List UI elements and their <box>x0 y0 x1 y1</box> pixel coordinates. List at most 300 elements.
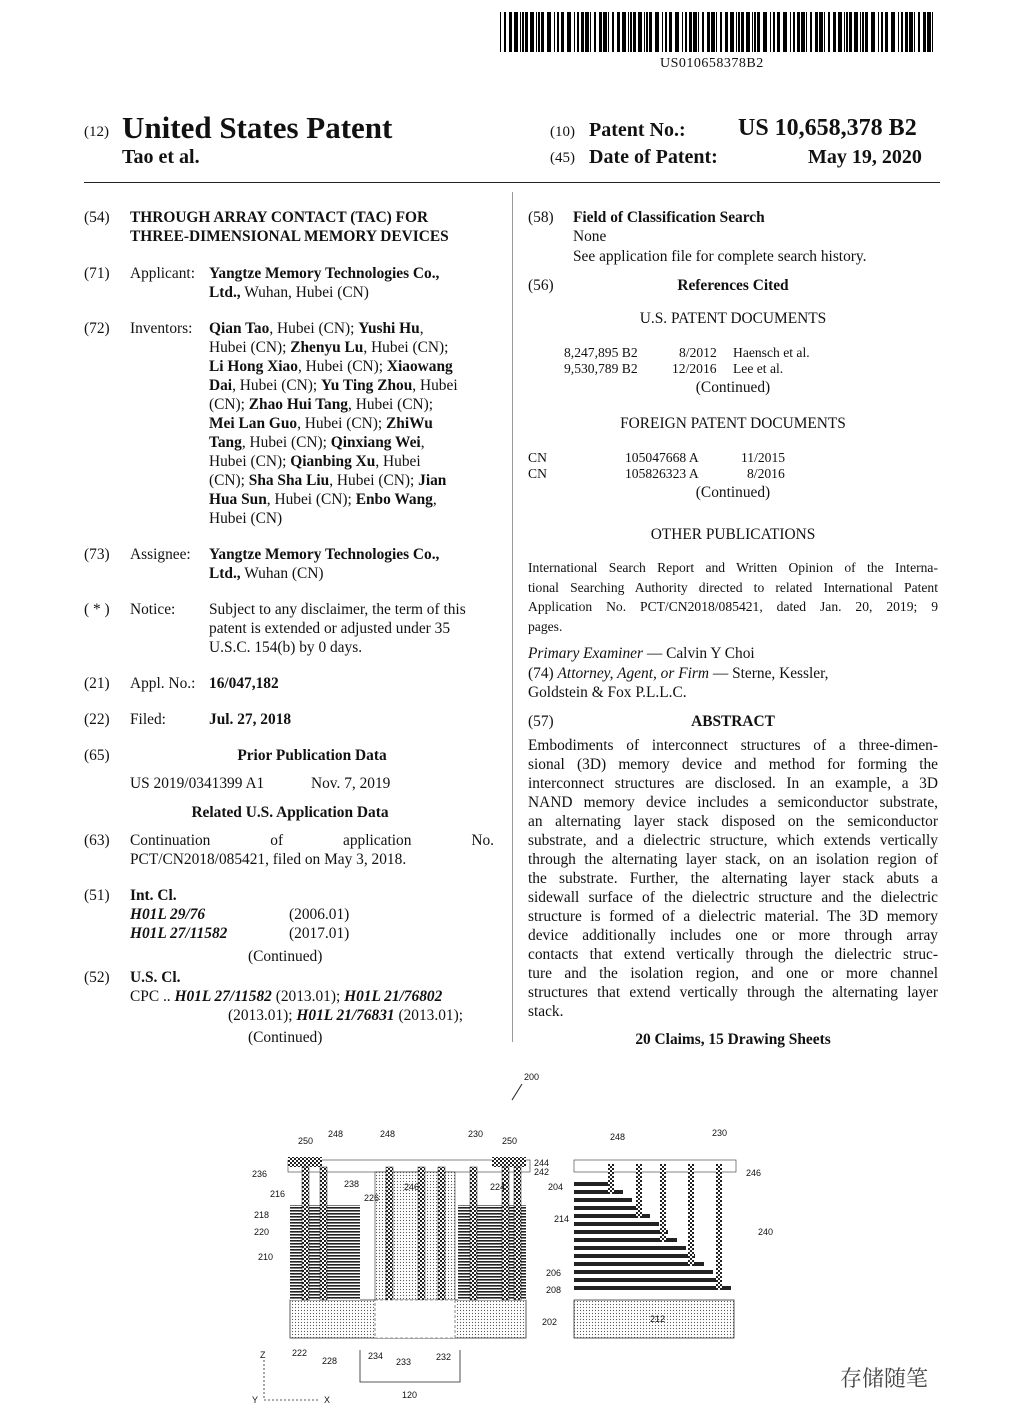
notice-line2: patent is extended or adjusted under 35 <box>209 620 451 637</box>
barcode-bar <box>738 12 740 52</box>
contact-plug <box>438 1167 445 1315</box>
appl-label: Appl. No.: <box>130 675 196 692</box>
barcode-bar <box>741 12 744 52</box>
assignee-name: Yangtze Memory Technologies Co., <box>209 546 440 563</box>
continuation-line2: PCT/CN2018/085421, filed on May 3, 2018. <box>130 851 407 868</box>
fig-ref-200: 200 <box>524 1072 540 1082</box>
stair-layer <box>574 1262 704 1266</box>
us-cl-continued: (Continued) <box>248 1029 323 1046</box>
us-doc-1-author: Haensch et al. <box>733 345 810 360</box>
barcode-bar <box>662 12 663 52</box>
barcode-bar <box>577 12 579 52</box>
filed-date: Jul. 27, 2018 <box>209 711 292 728</box>
inventor-location: , Hubei (CN); <box>241 434 331 451</box>
barcode-bar <box>801 12 805 52</box>
fig-ref-210: 210 <box>258 1252 274 1262</box>
word-line-contact <box>608 1164 614 1194</box>
cpc-date-3: (2013.01); <box>394 1007 463 1024</box>
invention-title-line1: THROUGH ARRAY CONTACT (TAC) FOR <box>130 209 429 226</box>
barcode-bar <box>665 12 667 52</box>
watermark-text: 存储随笔 <box>840 1367 929 1392</box>
contact-cap-left <box>288 1157 322 1167</box>
inventor-short: Tao et al. <box>122 146 200 168</box>
barcode-bar <box>806 12 807 52</box>
fig-ref-208: 208 <box>546 1285 562 1295</box>
abstract-line: ture and the isolation region, and one or more channel <box>528 965 938 982</box>
prior-publication-date: Nov. 7, 2019 <box>311 775 391 792</box>
prior-code: (65) <box>84 747 110 764</box>
fig-ref-248b: 248 <box>380 1129 396 1139</box>
applicant-name: Yangtze Memory Technologies Co., <box>209 265 440 282</box>
stair-layer <box>574 1222 659 1226</box>
barcode-bar <box>819 12 823 52</box>
fig-ref-214: 214 <box>554 1214 570 1224</box>
contact-cap-right <box>492 1157 526 1167</box>
fig-ref-246b: 246 <box>746 1168 762 1178</box>
word-line-contact <box>688 1164 694 1266</box>
stair-layer <box>574 1254 695 1258</box>
barcode-bar <box>594 12 596 52</box>
notice-line1: Subject to any disclaimer, the term of this <box>209 601 466 618</box>
barcode-bar <box>797 12 800 52</box>
barcode-bar <box>707 12 710 52</box>
inventor-location: , Hubei (CN); <box>297 358 387 375</box>
assignee-code: (73) <box>84 546 110 563</box>
document-type: United States Patent <box>122 110 393 145</box>
foreign-doc-2-date: 8/2016 <box>747 466 785 481</box>
barcode-bar <box>557 12 559 52</box>
fig-ref-248c: 248 <box>610 1132 626 1142</box>
header-rule <box>84 182 940 183</box>
inventor-name: Yushi Hu <box>358 320 420 337</box>
claims-summary: 20 Claims, 15 Drawing Sheets <box>635 1031 831 1048</box>
abstract-line: device additionally includes one or more through array <box>528 927 938 944</box>
barcode-bar <box>878 12 879 52</box>
barcode-bar <box>898 12 899 52</box>
abstract-code: (57) <box>528 713 554 730</box>
fig-ref-250b: 250 <box>502 1136 518 1146</box>
continuation-code: (63) <box>84 832 110 849</box>
int-cl-version-1: (2006.01) <box>289 906 350 923</box>
other-publications-text <box>528 558 938 636</box>
barcode-bar <box>810 12 812 52</box>
barcode-bar <box>622 12 626 52</box>
barcode-bar <box>541 12 544 52</box>
attorney-code: (74) <box>528 665 554 682</box>
cpc-date-1: (2013.01); <box>271 988 345 1005</box>
abstract-line: sional (3D) memory device and method for forming the <box>528 756 938 773</box>
barcode-bar <box>711 12 715 52</box>
barcode-bar <box>638 12 642 52</box>
inventor-location: , Hubei (CN); <box>363 339 449 356</box>
fig-ref-240: 240 <box>758 1227 774 1237</box>
inventors-line <box>209 509 499 528</box>
invention-title-line2: THREE-DIMENSIONAL MEMORY DEVICES <box>130 228 449 245</box>
abstract-heading: ABSTRACT <box>691 713 775 730</box>
inventor-name: Enbo Wang <box>355 491 433 508</box>
stair-layer <box>574 1206 641 1210</box>
barcode-bar <box>793 12 795 52</box>
attorney-label: Attorney, Agent, or Firm <box>557 665 709 682</box>
assignee-label: Assignee: <box>130 546 191 563</box>
barcode-bar <box>865 12 868 52</box>
inventor-name: Sha Sha Liu <box>248 472 330 489</box>
stair-layer <box>574 1286 731 1290</box>
stair-layer <box>574 1246 686 1250</box>
fig-ref-212: 212 <box>650 1314 666 1324</box>
code-45: (45) <box>550 150 575 166</box>
barcode-bar <box>909 12 913 52</box>
attorney-name-line2: Goldstein & Fox P.L.L.C. <box>528 684 687 701</box>
applicant-location: Wuhan, Hubei (CN) <box>240 284 369 301</box>
barcode-bar <box>736 12 737 52</box>
refs-code: (56) <box>528 277 554 294</box>
inventor-location: , Hubei (CN); <box>266 491 356 508</box>
barcode-bar <box>725 12 728 52</box>
fig-ref-232: 232 <box>436 1352 452 1362</box>
barcode-bar <box>561 12 564 52</box>
barcode-bar <box>885 12 888 52</box>
field-code: (58) <box>528 209 554 226</box>
barcode-bar <box>500 12 501 52</box>
foreign-docs-continued: (Continued) <box>695 484 771 501</box>
inventor-location: , Hubei (CN); <box>232 377 322 394</box>
patent-date: May 19, 2020 <box>808 146 922 168</box>
barcode-bar <box>608 12 609 52</box>
barcode-bar <box>538 12 540 52</box>
inventor-name: Zhenyu Lu <box>290 339 364 356</box>
barcode-bar <box>644 12 645 52</box>
cpc-prefix: CPC .. <box>130 988 171 1005</box>
fig-ref-226: 226 <box>364 1193 380 1203</box>
inventor-location: , Hubei <box>375 453 421 470</box>
fig-ref-246a: 246 <box>404 1182 420 1192</box>
inventor-location: Hubei (CN); <box>209 453 291 470</box>
barcode-bar <box>824 12 825 52</box>
attorney-line <box>528 664 829 683</box>
abstract-line: sidewall surface of the dielectric structure and the dielectric <box>528 889 938 906</box>
inventor-name: Jian <box>418 472 447 489</box>
barcode-bar <box>646 12 648 52</box>
filed-label: Filed: <box>130 711 166 728</box>
barcode-bar <box>574 12 575 52</box>
barcode-bar <box>914 12 915 52</box>
barcode-bar <box>828 12 830 52</box>
axis-z-label: Z <box>260 1350 266 1360</box>
barcode-bar <box>509 12 512 52</box>
inventor-name: Tang <box>209 434 242 451</box>
fig-ref-236: 236 <box>252 1169 268 1179</box>
barcode-bar <box>770 12 771 52</box>
field-none: None <box>573 228 607 245</box>
inventor-name: Li Hong Xiao <box>209 358 298 375</box>
fig-ref-202: 202 <box>542 1317 558 1327</box>
barcode <box>500 12 940 52</box>
int-cl-class-1: H01L 29/76 <box>130 906 206 923</box>
inventor-name: Hua Sun <box>209 491 267 508</box>
fig-ref-242: 242 <box>534 1167 550 1177</box>
inventor-name: Mei Lan Guo <box>209 415 298 432</box>
barcode-bar <box>682 12 683 52</box>
barcode-bar <box>599 12 602 52</box>
appl-code: (21) <box>84 675 110 692</box>
barcode-bar <box>630 12 632 52</box>
foreign-docs-heading: FOREIGN PATENT DOCUMENTS <box>620 415 846 432</box>
fig-ref-238: 238 <box>344 1179 360 1189</box>
fig-ref-233: 233 <box>396 1357 412 1367</box>
title-code: (54) <box>84 209 110 226</box>
abstract-line: an alternating layer stack disposed on the semiconductor <box>528 813 938 830</box>
barcode-bar <box>590 12 591 52</box>
fig-ref-218: 218 <box>254 1210 270 1220</box>
barcode-bar <box>585 12 589 52</box>
barcode-bar <box>901 12 903 52</box>
inventor-name: Zhao Hui Tang <box>248 396 349 413</box>
fig-ref-204: 204 <box>548 1182 564 1192</box>
barcode-bar <box>536 12 537 52</box>
notice-label: Notice: <box>130 601 176 618</box>
fig-ref-224: 224 <box>490 1182 506 1192</box>
inventor-name: Qianbing Xu <box>290 453 376 470</box>
barcode-bar <box>790 12 791 52</box>
inventor-location: Hubei (CN); <box>209 339 291 356</box>
stair-layer <box>574 1278 722 1282</box>
abstract-line: substrate, and a dielectric structure, which extends vertically <box>528 832 938 849</box>
other-publication-line: tional Searching Authority directed to related International Patent <box>528 579 938 595</box>
abstract-line: through the alternating layer stack, on an isolation region of <box>528 851 938 868</box>
inventors-list <box>209 319 499 528</box>
barcode-bar <box>675 12 679 52</box>
barcode-bar <box>891 12 895 52</box>
abstract-line: stack. <box>528 1003 564 1020</box>
int-cl-label: Int. Cl. <box>130 887 177 904</box>
cpc-class-2: H01L 21/76802 <box>344 988 443 1005</box>
assignee-line2 <box>209 564 499 583</box>
barcode-bar <box>603 12 607 52</box>
prior-publication-number: US 2019/0341399 A1 <box>130 775 265 792</box>
barcode-bar <box>581 12 584 52</box>
barcode-bar <box>522 12 524 52</box>
barcode-bar <box>849 12 852 52</box>
inventor-location: , <box>419 320 424 337</box>
barcode-bar <box>547 12 551 52</box>
us-cl-code: (52) <box>84 969 110 986</box>
int-cl-class-2: H01L 27/11582 <box>130 925 228 942</box>
fig-ref-234: 234 <box>368 1351 384 1361</box>
notice-code: ( * ) <box>84 601 110 618</box>
barcode-bar <box>754 12 756 52</box>
column-divider <box>512 192 513 1042</box>
other-publications-heading: OTHER PUBLICATIONS <box>650 526 816 543</box>
inventors-line <box>209 452 499 471</box>
word-line-contact <box>636 1164 642 1218</box>
inventor-name: Qinxiang Wei <box>330 434 421 451</box>
fig-ref-206: 206 <box>546 1268 562 1278</box>
barcode-bar <box>698 12 699 52</box>
us-doc-1-number: 8,247,895 B2 <box>564 345 638 360</box>
inventor-location: , Hubei (CN); <box>329 472 419 489</box>
foreign-doc-1-date: 11/2015 <box>741 450 786 465</box>
inventors-code: (72) <box>84 320 110 337</box>
us-doc-2-number: 9,530,789 B2 <box>564 361 638 376</box>
foreign-doc-1-number: 105047668 A <box>625 450 699 465</box>
barcode-bar <box>844 12 845 52</box>
barcode-bar <box>927 12 931 52</box>
axis-y-label: Y <box>252 1395 259 1405</box>
inventors-line <box>209 319 499 338</box>
barcode-bar <box>746 12 750 52</box>
int-cl-continued: (Continued) <box>248 948 323 965</box>
figure-ref-arrow <box>512 1084 522 1100</box>
inventor-name: Qian Tao <box>209 320 270 337</box>
continuation-line1: Continuation of application No. <box>130 832 494 849</box>
cpc-date-2: (2013.01); <box>228 1007 297 1024</box>
barcode-bar <box>881 12 883 52</box>
barcode-bar <box>815 12 818 52</box>
code-12: (12) <box>84 124 109 140</box>
fig-ref-120: 120 <box>402 1390 418 1400</box>
us-docs-continued: (Continued) <box>695 379 771 396</box>
barcode-bar <box>730 12 734 52</box>
stair-layer <box>574 1270 713 1274</box>
barcode-bar <box>846 12 848 52</box>
cpc-class-1: H01L 27/11582 <box>174 988 272 1005</box>
barcode-bar <box>628 12 629 52</box>
inventor-location: Hubei (CN) <box>209 510 283 527</box>
code-10: (10) <box>550 124 575 140</box>
us-docs-heading: U.S. PATENT DOCUMENTS <box>639 310 827 327</box>
barcode-bar <box>514 12 518 52</box>
contact-plug <box>302 1167 309 1300</box>
us-doc-1-date: 8/2012 <box>679 345 717 360</box>
barcode-bar <box>655 12 659 52</box>
barcode-bar <box>854 12 858 52</box>
barcode-bar <box>633 12 636 52</box>
barcode-bar <box>932 12 933 52</box>
inventors-line <box>209 414 499 433</box>
field-heading: Field of Classification Search <box>573 209 765 226</box>
inventor-location: , Hubei (CN); <box>348 396 434 413</box>
barcode-bar <box>783 12 787 52</box>
contact-plug <box>470 1167 477 1300</box>
barcode-number: US010658378B2 <box>660 56 764 71</box>
filed-code: (22) <box>84 711 110 728</box>
inventor-location: (CN); <box>209 472 249 489</box>
abstract-line: contacts that extend vertically through the dielectric struc- <box>528 946 938 963</box>
inventor-location: , <box>432 491 437 508</box>
assignee-location: Wuhan (CN) <box>240 565 324 582</box>
barcode-bar <box>833 12 836 52</box>
barcode-bar <box>669 12 672 52</box>
applicant-code: (71) <box>84 265 110 282</box>
isolation-region <box>375 1300 455 1338</box>
cpc-class-3: H01L 21/76831 <box>296 1007 395 1024</box>
contact-plug <box>418 1167 425 1315</box>
fig-ref-222: 222 <box>292 1348 308 1358</box>
applicant-line2 <box>209 283 499 302</box>
barcode-bar <box>693 12 697 52</box>
inventors-line <box>209 471 499 490</box>
field-see: See application file for complete search history. <box>573 248 867 265</box>
stair-layer <box>574 1190 623 1194</box>
patent-number: US 10,658,378 B2 <box>738 115 917 141</box>
barcode-bar <box>716 12 717 52</box>
inventor-name: Dai <box>209 377 233 394</box>
word-line-contact <box>716 1164 722 1290</box>
attorney-name: — Sterne, Kessler, <box>709 665 829 682</box>
inventor-location: , Hubei (CN); <box>297 415 386 432</box>
barcode-bar <box>860 12 861 52</box>
stair-layer <box>574 1198 632 1202</box>
inventors-line <box>209 357 499 376</box>
inventor-location: , <box>420 434 425 451</box>
barcode-bar <box>530 12 534 52</box>
barcode-bar <box>752 12 753 52</box>
inventors-line <box>209 338 499 357</box>
barcode-bar <box>525 12 528 52</box>
inventor-name: Yu Ting Zhou <box>321 377 413 394</box>
word-line-contact <box>660 1164 666 1242</box>
contact-plug <box>320 1167 327 1300</box>
patent-no-label: Patent No.: <box>589 119 686 141</box>
staircase-structure <box>574 1182 731 1290</box>
examiner-label: Primary Examiner <box>528 645 643 662</box>
fig-ref-220: 220 <box>254 1227 270 1237</box>
inventor-location: , Hubei <box>412 377 458 394</box>
barcode-bar <box>763 12 767 52</box>
prior-publication-heading: Prior Publication Data <box>237 747 387 764</box>
fig-ref-230a: 230 <box>468 1129 484 1139</box>
examiner-name: — Calvin Y Choi <box>642 645 755 662</box>
stair-layer <box>574 1230 668 1234</box>
contact-plug <box>514 1167 521 1300</box>
inventors-line <box>209 433 499 452</box>
barcode-bar <box>567 12 571 52</box>
abstract-line: structure is formed of a dielectric material. The 3D memory <box>528 908 938 925</box>
cpc-line1 <box>130 987 442 1006</box>
barcode-bar <box>649 12 652 52</box>
abstract-line: Embodiments of interconnect structures of a three-dimen- <box>528 737 938 754</box>
inventor-location: (CN); <box>209 396 249 413</box>
barcode-bar <box>862 12 864 52</box>
abstract-line: interconnect structures are disclosed. In an example, a 3D <box>528 775 938 792</box>
examiner-line <box>528 644 755 663</box>
patent-figure <box>240 1060 800 1410</box>
abstract-text <box>528 736 938 1021</box>
barcode-bar <box>773 12 775 52</box>
barcode-bar <box>685 12 687 52</box>
fig-ref-216: 216 <box>270 1189 286 1199</box>
abstract-line: the substrate. Further, the alternating layer stack abuts a <box>528 870 938 887</box>
inventor-name: Xiaowang <box>386 358 453 375</box>
barcode-bar <box>504 12 506 52</box>
inventor-location: , Hubei (CN); <box>269 320 359 337</box>
other-publication-line: Application No. PCT/CN2018/085421, dated Jan. 20, 2019; 9 <box>528 599 938 614</box>
appl-number: 16/047,182 <box>209 675 279 692</box>
date-label: Date of Patent: <box>589 146 718 168</box>
barcode-bar <box>777 12 780 52</box>
assignee-ltd: Ltd., <box>209 565 241 582</box>
notice-line3: U.S.C. 154(b) by 0 days. <box>209 639 363 656</box>
int-cl-code: (51) <box>84 887 110 904</box>
foreign-doc-2-country: CN <box>528 466 547 481</box>
fig-ref-248a: 248 <box>328 1129 344 1139</box>
barcode-bar <box>554 12 555 52</box>
related-data-heading: Related U.S. Application Data <box>191 804 389 821</box>
barcode-bar <box>918 12 920 52</box>
barcode-bar <box>702 12 704 52</box>
other-publication-line: International Search Report and Written Opinion of the Interna- <box>528 560 938 575</box>
